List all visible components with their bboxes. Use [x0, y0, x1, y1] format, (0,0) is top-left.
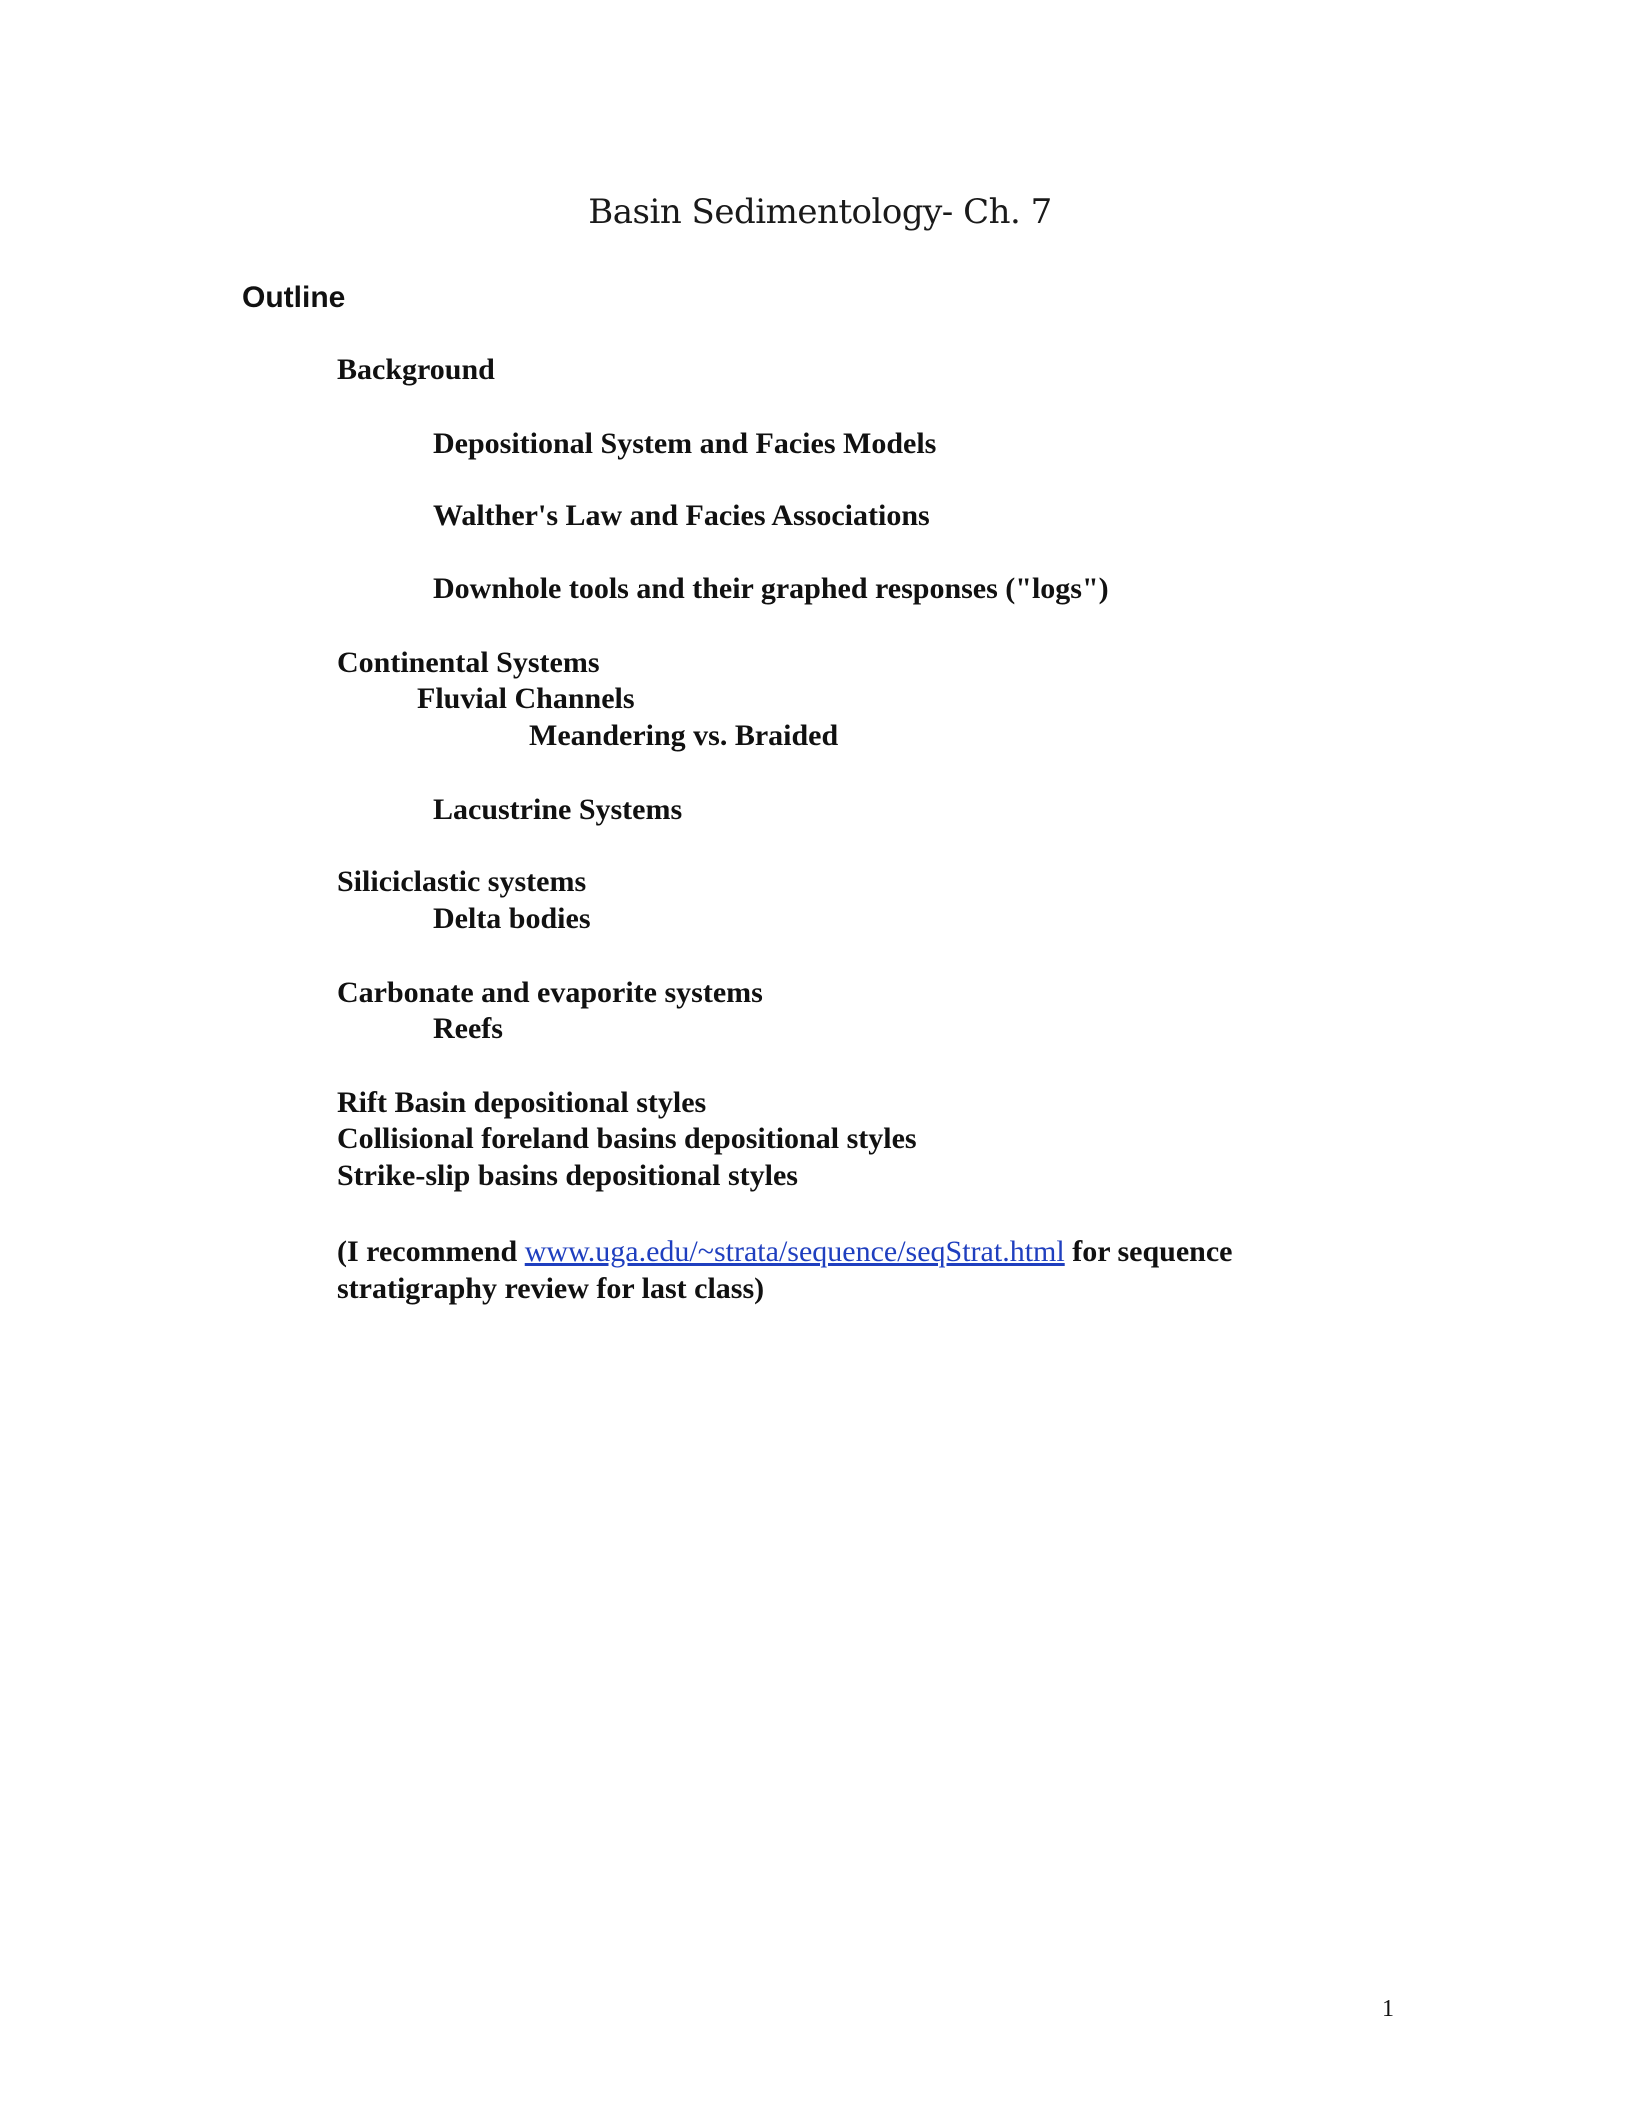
outline-item-siliciclastic-systems: Siliciclastic systems	[337, 865, 587, 898]
outline-item-carbonate-evaporite: Carbonate and evaporite systems	[337, 976, 763, 1009]
recommendation-note	[337, 1233, 1397, 1307]
outline-item-lacustrine-systems: Lacustrine Systems	[433, 793, 683, 826]
outline-item-downhole-tools: Downhole tools and their graphed responses ("logs")	[433, 572, 1109, 605]
sequence-strat-link[interactable]: www.uga.edu/~strata/sequence/seqStrat.html	[524, 1235, 1065, 1268]
outline-item-walthers-law: Walther's Law and Facies Associations	[433, 499, 930, 532]
note-prefix: (I recommend	[337, 1235, 525, 1268]
outline-item-strike-slip: Strike-slip basins depositional styles	[337, 1159, 798, 1192]
document-title: Basin Sedimentology- Ch. 7	[588, 192, 1052, 232]
outline-item-meandering-braided: Meandering vs. Braided	[529, 719, 839, 752]
note-suffix: for sequence stratigraphy review for last class)	[337, 1235, 1233, 1305]
outline-heading: Outline	[242, 281, 346, 314]
outline-item-delta-bodies: Delta bodies	[433, 902, 591, 935]
outline-item-depositional-system: Depositional System and Facies Models	[433, 427, 937, 460]
outline-item-reefs: Reefs	[433, 1012, 503, 1045]
page-number: 1	[1382, 1996, 1394, 2022]
outline-item-background: Background	[337, 353, 495, 386]
outline-item-rift-basin: Rift Basin depositional styles	[337, 1086, 707, 1119]
outline-item-fluvial-channels: Fluvial Channels	[417, 682, 635, 715]
outline-item-collisional-foreland: Collisional foreland basins depositional styles	[337, 1122, 917, 1155]
outline-item-continental-systems: Continental Systems	[337, 646, 600, 679]
